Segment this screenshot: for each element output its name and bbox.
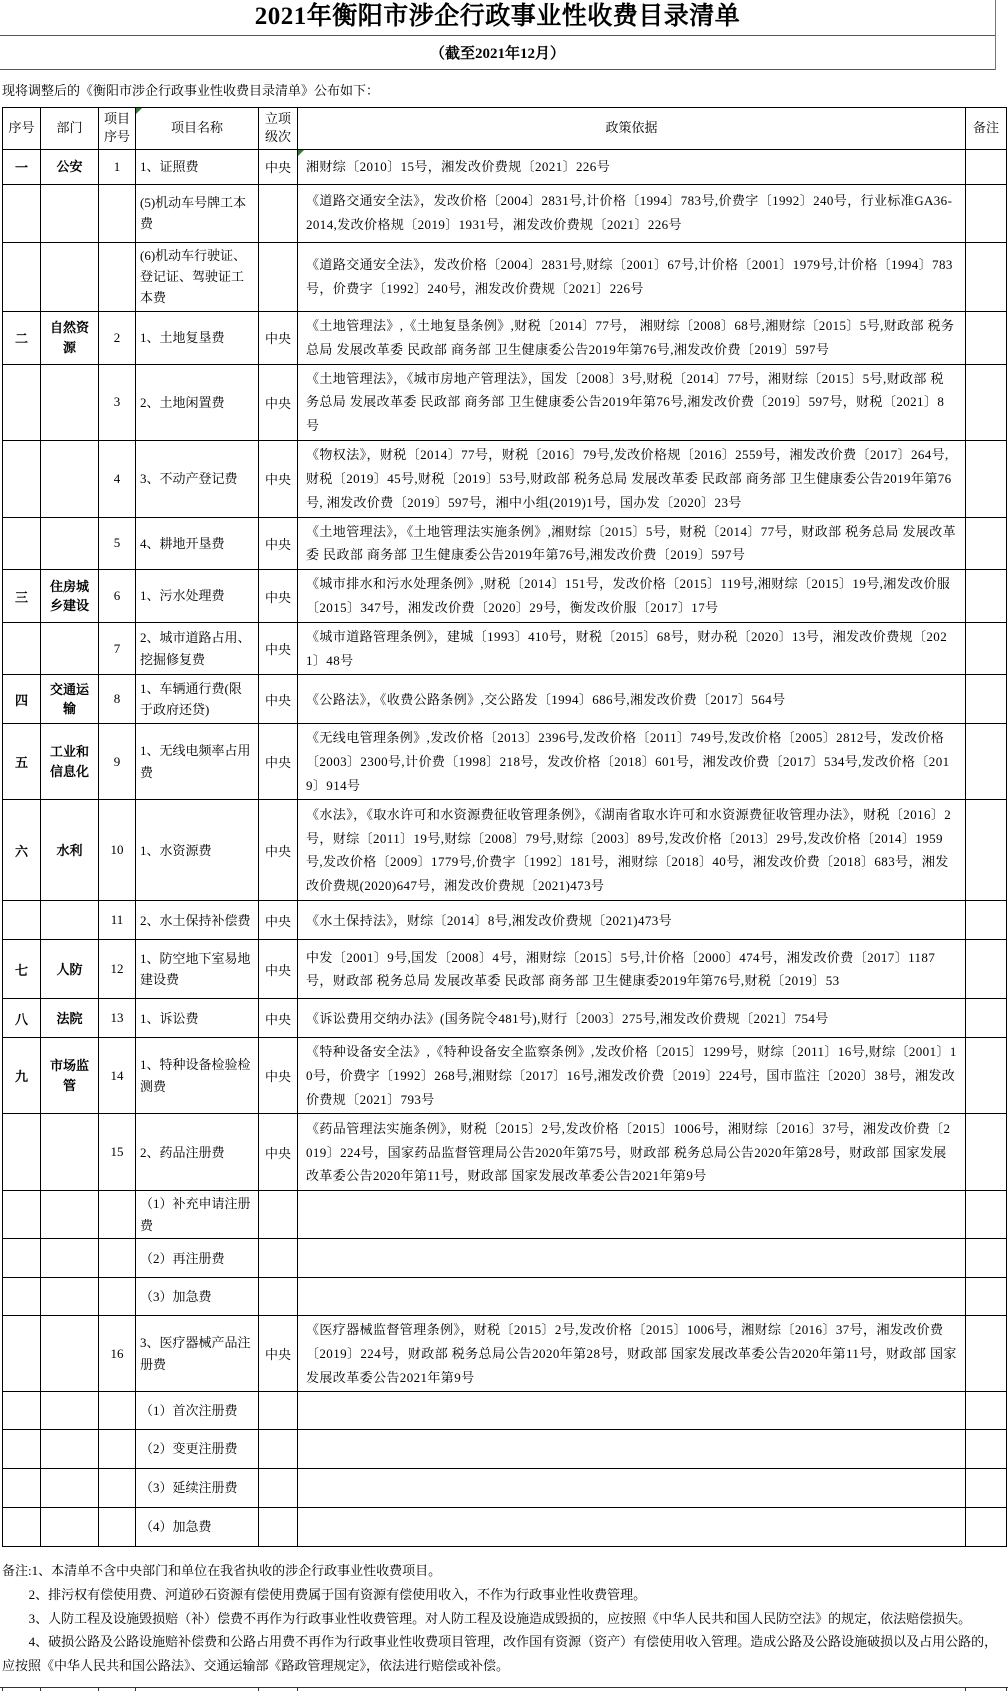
policy-cell: 《诉讼费用交纳办法》(国务院令481号),财行〔2003〕275号,湘发改价费规〔2021〕754号 bbox=[298, 999, 966, 1038]
policy-cell: 《无线电管理条例》,发改价格〔2013〕2396号,发改价格〔2011〕749号,发改价格〔2005〕2812号，发改价格〔2003〕2300号,计价费〔1998〕218号，发改价格〔2018〕601号，湘发改价费〔2017〕534号,发改价格〔2019〕914号 bbox=[298, 724, 966, 800]
name-cell: （2）变更注册费 bbox=[136, 1430, 259, 1469]
name-cell: 2、水土保持补偿费 bbox=[136, 901, 259, 940]
dept-cell: 公安 bbox=[41, 149, 99, 184]
level-cell bbox=[259, 242, 298, 311]
seq-cell bbox=[3, 1114, 41, 1191]
item-no-cell bbox=[99, 1278, 136, 1316]
col-header-policy: 政策依据 bbox=[298, 107, 966, 149]
name-cell: （3）加急费 bbox=[136, 1278, 259, 1316]
level-cell: 中央 bbox=[259, 517, 298, 569]
fee-table bbox=[2, 107, 1007, 1548]
name-cell: 2、药品注册费 bbox=[136, 1114, 259, 1191]
name-cell: 3、不动产登记费 bbox=[136, 440, 259, 517]
table-row bbox=[3, 623, 1007, 675]
table-row bbox=[3, 1316, 1007, 1392]
name-cell: （1）首次注册费 bbox=[136, 1392, 259, 1430]
col-header-seq: 序号 bbox=[3, 107, 41, 149]
level-cell: 中央 bbox=[259, 675, 298, 724]
dept-cell bbox=[41, 242, 99, 311]
note-cell bbox=[966, 311, 1007, 364]
policy-cell bbox=[298, 1508, 966, 1547]
policy-cell: 《水法》，《取水许可和水资源费征收管理条例》，《湖南省取水许可和水资源费征收管理办法》，财税〔2016〕2号，财综〔2011〕19号,财综〔2008〕79号,财综〔2003〕89号,发改价格〔2013〕29号,发改价格〔2014〕1959号,发改价格〔2009〕1779号,价费字〔1992〕181号，湘财综〔2018〕40号，湘发改价费〔2018〕683号，湘发改价费规(2020)647号，湘发改价费规〔2021)473号 bbox=[298, 800, 966, 901]
name-cell: (5)机动车号牌工本费 bbox=[136, 184, 259, 242]
dept-cell bbox=[41, 364, 99, 440]
name-cell: 1、防空地下室易地建设费 bbox=[136, 940, 259, 999]
item-no-cell: 1 bbox=[99, 149, 136, 184]
note-cell bbox=[966, 675, 1007, 724]
seq-cell: 二 bbox=[3, 311, 41, 364]
note-cell bbox=[966, 1114, 1007, 1191]
seq-cell bbox=[3, 364, 41, 440]
name-cell: 2、土地闲置费 bbox=[136, 364, 259, 440]
policy-cell: 《物权法》，财税〔2014〕77号，财税〔2016〕79号,发改价格规〔2016〕2559号，湘发改价费〔2017〕264号,财税〔2019〕45号,财税〔2019〕53号,财政部 税务总局 发展改革委 民政部 商务部 卫生健康委公告2019年第76号, 湘发改价费〔2019〕597号，湘中小组(2019)1号，国办发〔2020〕23号 bbox=[298, 440, 966, 517]
level-cell bbox=[259, 1430, 298, 1469]
col-header-item-no: 项目 序号 bbox=[99, 107, 136, 149]
level-cell: 中央 bbox=[259, 999, 298, 1038]
note-cell bbox=[966, 800, 1007, 901]
note-cell bbox=[966, 901, 1007, 940]
note-cell bbox=[966, 364, 1007, 440]
level-cell: 中央 bbox=[259, 901, 298, 940]
name-cell: 1、污水处理费 bbox=[136, 570, 259, 623]
item-no-cell bbox=[99, 1392, 136, 1430]
item-no-cell: 8 bbox=[99, 675, 136, 724]
dept-cell bbox=[41, 1316, 99, 1392]
item-no-cell: 5 bbox=[99, 517, 136, 569]
item-no-cell bbox=[99, 1239, 136, 1278]
name-cell: 1、无线电频率占用费 bbox=[136, 724, 259, 800]
level-cell: 中央 bbox=[259, 800, 298, 901]
item-no-cell: 4 bbox=[99, 440, 136, 517]
dept-cell: 法院 bbox=[41, 999, 99, 1038]
dept-cell: 自然资源 bbox=[41, 311, 99, 364]
fee-table-header bbox=[3, 107, 1007, 149]
note-cell bbox=[966, 724, 1007, 800]
note-cell bbox=[966, 149, 1007, 184]
col-header-dept: 部门 bbox=[41, 107, 99, 149]
dept-cell bbox=[41, 1114, 99, 1191]
name-cell: (6)机动车行驶证、登记证、驾驶证工本费 bbox=[136, 242, 259, 311]
table-row bbox=[3, 1239, 1007, 1278]
name-cell: （1）补充申请注册费 bbox=[136, 1191, 259, 1239]
intro-text: 现将调整后的《衡阳市涉企行政事业性收费目录清单》公布如下： bbox=[2, 82, 380, 98]
seq-cell: 七 bbox=[3, 940, 41, 999]
table-row bbox=[3, 1508, 1007, 1547]
policy-cell: 湘财综〔2010〕15号，湘发改价费规〔2021〕226号 bbox=[298, 149, 966, 184]
seq-cell bbox=[3, 184, 41, 242]
table-row bbox=[3, 1191, 1007, 1239]
policy-cell: 中发〔2001〕9号,国发〔2008〕4号，湘财综〔2015〕5号,计价格〔2000〕474号，湘发改价费〔2017〕1187号，财政部 税务总局 发展改革委 民政部 商务部 卫生健康委2019年第76号,财税〔2019〕53 bbox=[298, 940, 966, 999]
table-row bbox=[3, 364, 1007, 440]
dept-cell: 水利 bbox=[41, 800, 99, 901]
name-cell: 1、特种设备检验检测费 bbox=[136, 1038, 259, 1114]
seq-cell bbox=[3, 1239, 41, 1278]
table-row bbox=[3, 242, 1007, 311]
dept-cell bbox=[41, 517, 99, 569]
level-cell bbox=[259, 1392, 298, 1430]
name-cell: 3、医疗器械产品注册费 bbox=[136, 1316, 259, 1392]
item-no-cell: 3 bbox=[99, 364, 136, 440]
item-no-cell: 2 bbox=[99, 311, 136, 364]
name-cell: （3）延续注册费 bbox=[136, 1469, 259, 1508]
policy-cell bbox=[298, 1430, 966, 1469]
table-row bbox=[3, 184, 1007, 242]
item-no-cell: 11 bbox=[99, 901, 136, 940]
footnote-3: 3、人防工程及设施毁损赔（补）偿费不再作为行政事业性收费管理。对人防工程及设施造成毁损的，应按照《中华人民共和国人民防空法》的规定，依法赔偿损失。 bbox=[28, 1610, 972, 1626]
note-cell bbox=[966, 440, 1007, 517]
dept-cell bbox=[41, 184, 99, 242]
table-row bbox=[3, 1278, 1007, 1316]
level-cell: 中央 bbox=[259, 724, 298, 800]
item-no-cell: 9 bbox=[99, 724, 136, 800]
policy-cell: 《医疗器械监督管理条例》，财税〔2015〕2号,发改价格〔2015〕1006号，湘财综〔2016〕37号，湘发改价费〔2019〕224号，财政部 税务总局公告2020年第28号，财政部 国家发展改革委公告2020年第11号，财政部 国家发展改革委公告2021年第9号 bbox=[298, 1316, 966, 1392]
item-no-cell bbox=[99, 1191, 136, 1239]
item-no-cell: 7 bbox=[99, 623, 136, 675]
policy-cell: 《特种设备安全法》,《特种设备安全监察条例》,发改价格〔2015〕1299号，财综〔2011〕16号,财综〔2001〕10号，价费字〔1992〕268号,湘财综〔2017〕16号,湘发改价费〔2019〕224号，国市监注〔2020〕38号，湘发改价费规〔2021〕793号 bbox=[298, 1038, 966, 1114]
header-row bbox=[3, 107, 1007, 149]
dept-cell bbox=[41, 1430, 99, 1469]
level-cell: 中央 bbox=[259, 1316, 298, 1392]
level-cell bbox=[259, 184, 298, 242]
note-cell bbox=[966, 1316, 1007, 1392]
policy-cell: 《土地管理法》,《土地复垦条例》,财税〔2014〕77号， 湘财综〔2008〕68号,湘财综〔2015〕5号,财政部 税务总局 发展改革委 民政部 商务部 卫生健康委公告2019年第76号,湘发改价费〔2019〕597号 bbox=[298, 311, 966, 364]
table-row bbox=[3, 1469, 1007, 1508]
note-cell bbox=[966, 1278, 1007, 1316]
dept-cell: 住房城乡建设 bbox=[41, 570, 99, 623]
level-cell: 中央 bbox=[259, 440, 298, 517]
title-block bbox=[0, 0, 996, 70]
dept-cell: 交通运输 bbox=[41, 675, 99, 724]
policy-cell: 《公路法》，《收费公路条例》,交公路发〔1994〕686号,湘发改价费〔2017〕564号 bbox=[298, 675, 966, 724]
seq-cell bbox=[3, 1191, 41, 1239]
note-cell bbox=[966, 1239, 1007, 1278]
item-no-cell bbox=[99, 184, 136, 242]
page-title: 2021年衡阳市涉企行政事业性收费目录清单 bbox=[254, 3, 741, 30]
seq-cell bbox=[3, 1392, 41, 1430]
seq-cell: 八 bbox=[3, 999, 41, 1038]
seq-cell bbox=[3, 901, 41, 940]
note-cell bbox=[966, 1469, 1007, 1508]
col-header-note: 备注 bbox=[966, 107, 1007, 149]
name-cell: 4、耕地开垦费 bbox=[136, 517, 259, 569]
dept-cell: 市场监管 bbox=[41, 1038, 99, 1114]
item-no-cell: 14 bbox=[99, 1038, 136, 1114]
dept-cell bbox=[41, 1392, 99, 1430]
note-cell bbox=[966, 1191, 1007, 1239]
policy-cell: 《道路交通安全法》，发改价格〔2004〕2831号,计价格〔1994〕783号,价费字〔1992〕240号，行业标准GA36-2014,发改价格规〔2019〕1931号，湘发改价费规〔2021〕226号 bbox=[298, 184, 966, 242]
seq-cell bbox=[3, 1508, 41, 1547]
dept-cell bbox=[41, 901, 99, 940]
level-cell: 中央 bbox=[259, 149, 298, 184]
table-row bbox=[3, 1114, 1007, 1191]
item-no-cell: 10 bbox=[99, 800, 136, 901]
seq-cell bbox=[3, 242, 41, 311]
table-row bbox=[3, 1038, 1007, 1114]
level-cell: 中央 bbox=[259, 364, 298, 440]
dept-cell: 人防 bbox=[41, 940, 99, 999]
level-cell: 中央 bbox=[259, 623, 298, 675]
note-cell bbox=[966, 1430, 1007, 1469]
name-cell: 1、诉讼费 bbox=[136, 999, 259, 1038]
item-no-cell: 13 bbox=[99, 999, 136, 1038]
seq-cell: 五 bbox=[3, 724, 41, 800]
bottom-sheet-edge bbox=[0, 1687, 1008, 1691]
seq-cell: 九 bbox=[3, 1038, 41, 1114]
table-row bbox=[3, 999, 1007, 1038]
table-row bbox=[3, 1392, 1007, 1430]
policy-cell bbox=[298, 1392, 966, 1430]
seq-cell bbox=[3, 517, 41, 569]
level-cell: 中央 bbox=[259, 311, 298, 364]
footnote-4: 4、破损公路及公路设施赔补偿费和公路占用费不再作为行政事业性收费项目管理，改作国有资源（资产）有偿使用收入管理。造成公路及公路设施破损以及占用公路的，应按照《中华人民共和国公路法》、交通运输部《路政管理规定》，依法进行赔偿或补偿。 bbox=[2, 1634, 998, 1673]
fee-table-body bbox=[3, 149, 1007, 1547]
footnote-2: 2、排污权有偿使用费、河道砂石资源有偿使用费属于国有资源有偿使用收入，不作为行政事业性收费管理。 bbox=[28, 1586, 647, 1602]
item-no-cell: 6 bbox=[99, 570, 136, 623]
item-no-cell bbox=[99, 242, 136, 311]
item-no-cell bbox=[99, 1430, 136, 1469]
name-cell: 1、车辆通行费(限于政府还贷) bbox=[136, 675, 259, 724]
level-cell bbox=[259, 1278, 298, 1316]
level-cell bbox=[259, 1239, 298, 1278]
dept-cell bbox=[41, 440, 99, 517]
seq-cell bbox=[3, 1469, 41, 1508]
note-cell bbox=[966, 940, 1007, 999]
name-cell: 1、土地复垦费 bbox=[136, 311, 259, 364]
table-row bbox=[3, 800, 1007, 901]
level-cell bbox=[259, 1508, 298, 1547]
name-cell: （2）再注册费 bbox=[136, 1239, 259, 1278]
policy-cell: 《药品管理法实施条例》，财税〔2015〕2号,发改价格〔2015〕1006号，湘财综〔2016〕37号，湘发改价费〔2019〕224号，国家药品监督管理局公告2020年第75号，财政部 税务总局公告2020年第28号，财政部 国家发展改革委公告2020年第11号，财政部 国家发展改革委公告2021年第9号 bbox=[298, 1114, 966, 1191]
policy-cell bbox=[298, 1191, 966, 1239]
seq-cell: 六 bbox=[3, 800, 41, 901]
col-header-level: 立项 级次 bbox=[259, 107, 298, 149]
policy-cell bbox=[298, 1469, 966, 1508]
seq-cell bbox=[3, 440, 41, 517]
dept-cell bbox=[41, 1191, 99, 1239]
level-cell: 中央 bbox=[259, 940, 298, 999]
note-cell bbox=[966, 1508, 1007, 1547]
table-row bbox=[3, 901, 1007, 940]
policy-cell: 《土地管理法》，《城市房地产管理法》，国发〔2008〕3号,财税〔2014〕77号，湘财综〔2015〕5号,财政部 税务总局 发展改革委 民政部 商务部 卫生健康委公告2019年第76号,湘发改价费〔2019〕597号，财税〔2021〕8号 bbox=[298, 364, 966, 440]
level-cell: 中央 bbox=[259, 1038, 298, 1114]
policy-cell: 《水土保持法》，财综〔2014〕8号,湘发改价费规〔2021)473号 bbox=[298, 901, 966, 940]
note-cell bbox=[966, 623, 1007, 675]
seq-cell: 一 bbox=[3, 149, 41, 184]
item-no-cell: 15 bbox=[99, 1114, 136, 1191]
note-cell bbox=[966, 517, 1007, 569]
note-cell bbox=[966, 999, 1007, 1038]
note-cell bbox=[966, 242, 1007, 311]
seq-cell bbox=[3, 1430, 41, 1469]
note-cell bbox=[966, 1392, 1007, 1430]
policy-cell: 《道路交通安全法》，发改价格〔2004〕2831号,财综〔2001〕67号,计价格〔2001〕1979号,计价格〔1994〕783号，价费字〔1992〕240号，湘发改价费规〔2021〕226号 bbox=[298, 242, 966, 311]
seq-cell: 三 bbox=[3, 570, 41, 623]
dept-cell bbox=[41, 1508, 99, 1547]
policy-cell: 《城市道路管理条例》，建城〔1993〕410号，财税〔2015〕68号，财办税〔2020〕13号，湘发改价费规〔2021〕48号 bbox=[298, 623, 966, 675]
name-cell: 1、水资源费 bbox=[136, 800, 259, 901]
dept-cell bbox=[41, 1278, 99, 1316]
policy-cell bbox=[298, 1278, 966, 1316]
table-row bbox=[3, 675, 1007, 724]
policy-cell: 《城市排水和污水处理条例》,财税〔2014〕151号，发改价格〔2015〕119号,湘财综〔2015〕19号,湘发改价服〔2015〕347号，湘发改价费〔2020〕29号，衡发改价服〔2017〕17号 bbox=[298, 570, 966, 623]
page-subtitle: （截至2021年12月） bbox=[429, 45, 565, 62]
dept-cell: 工业和信息化 bbox=[41, 724, 99, 800]
policy-cell: 《土地管理法》，《土地管理法实施条例》,湘财综〔2015〕5号，财税〔2014〕77号，财政部 税务总局 发展改革委 民政部 商务部 卫生健康委公告2019年第76号,湘发改价费〔2019〕597号 bbox=[298, 517, 966, 569]
table-row bbox=[3, 940, 1007, 999]
item-no-cell: 12 bbox=[99, 940, 136, 999]
dept-cell bbox=[41, 1469, 99, 1508]
notes-block bbox=[0, 1547, 1008, 1681]
seq-cell: 四 bbox=[3, 675, 41, 724]
table-row bbox=[3, 149, 1007, 184]
col-header-name: 项目名称 bbox=[136, 107, 259, 149]
table-row bbox=[3, 724, 1007, 800]
seq-cell bbox=[3, 1278, 41, 1316]
level-cell bbox=[259, 1469, 298, 1508]
dept-cell bbox=[41, 623, 99, 675]
note-cell bbox=[966, 1038, 1007, 1114]
table-row bbox=[3, 1430, 1007, 1469]
level-cell: 中央 bbox=[259, 1114, 298, 1191]
seq-cell bbox=[3, 623, 41, 675]
table-row bbox=[3, 440, 1007, 517]
item-no-cell bbox=[99, 1469, 136, 1508]
table-row bbox=[3, 570, 1007, 623]
seq-cell bbox=[3, 1316, 41, 1392]
policy-cell bbox=[298, 1239, 966, 1278]
name-cell: 1、证照费 bbox=[136, 149, 259, 184]
level-cell bbox=[259, 1191, 298, 1239]
table-row bbox=[3, 517, 1007, 569]
item-no-cell bbox=[99, 1508, 136, 1547]
note-cell bbox=[966, 570, 1007, 623]
footnote-1: 备注:1、本清单不含中央部门和单位在我省执收的涉企行政事业性收费项目。 bbox=[2, 1563, 442, 1579]
table-row bbox=[3, 311, 1007, 364]
item-no-cell: 16 bbox=[99, 1316, 136, 1392]
name-cell: （4）加急费 bbox=[136, 1508, 259, 1547]
level-cell: 中央 bbox=[259, 570, 298, 623]
name-cell: 2、城市道路占用、挖掘修复费 bbox=[136, 623, 259, 675]
note-cell bbox=[966, 184, 1007, 242]
dept-cell bbox=[41, 1239, 99, 1278]
